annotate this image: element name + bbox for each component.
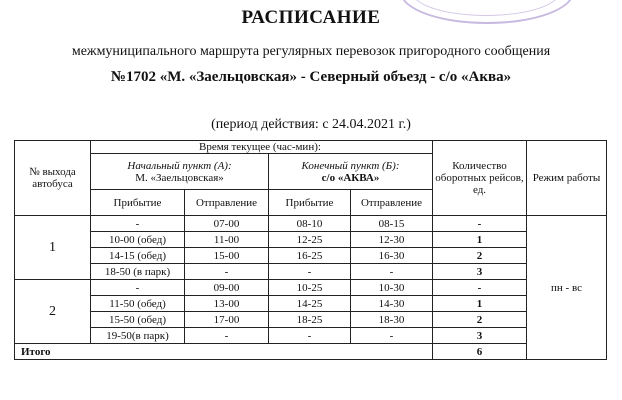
start-point-name: М. «Заельцовская»: [135, 171, 224, 184]
table-row: [15, 216, 607, 232]
mode-header: Режим работы: [527, 141, 607, 216]
start-arrival: 14-15 (обед): [91, 248, 185, 264]
start-departure: 07-00: [185, 216, 269, 232]
start-departure: 09-00: [185, 280, 269, 296]
schedule-table: [14, 140, 607, 360]
start-departure: 15-00: [185, 248, 269, 264]
end-departure: 08-15: [351, 216, 433, 232]
start-departure: -: [185, 264, 269, 280]
trips-count: 1: [433, 296, 527, 312]
trips-count: -: [433, 280, 527, 296]
start-arrival: -: [91, 280, 185, 296]
end-arrival: 12-25: [269, 232, 351, 248]
end-arrival: 08-10: [269, 216, 351, 232]
end-point-label: Конечный пункт (Б):: [301, 159, 400, 172]
mode-value: пн - вс: [527, 216, 607, 360]
validity-period: (период действия: с 24.04.2021 г.): [211, 117, 411, 132]
table-row: [15, 232, 607, 248]
end-departure: -: [351, 264, 433, 280]
end-departure-header: Отправление: [351, 190, 433, 216]
start-departure: 11-00: [185, 232, 269, 248]
table-row: [15, 296, 607, 312]
total-row: [15, 344, 607, 360]
table-row: [15, 328, 607, 344]
start-arrival-header: Прибытие: [91, 190, 185, 216]
end-arrival: -: [269, 328, 351, 344]
trips-count: 3: [433, 264, 527, 280]
document-title: РАСПИСАНИЕ: [241, 7, 381, 28]
table-row: [15, 248, 607, 264]
end-arrival: -: [269, 264, 351, 280]
start-arrival: 11-50 (обед): [91, 296, 185, 312]
start-arrival: 18-50 (в парк): [91, 264, 185, 280]
start-point-header: [91, 154, 269, 190]
end-departure: -: [351, 328, 433, 344]
trips-count: -: [433, 216, 527, 232]
end-point-header: [269, 154, 433, 190]
table-row: [15, 264, 607, 280]
start-departure: -: [185, 328, 269, 344]
bus-number-header: № выхода автобуса: [15, 141, 91, 216]
end-departure: 12-30: [351, 232, 433, 248]
trips-count: 1: [433, 232, 527, 248]
time-header: Время текущее (час-мин):: [91, 141, 433, 154]
end-arrival-header: Прибытие: [269, 190, 351, 216]
start-arrival: -: [91, 216, 185, 232]
table-row: [15, 312, 607, 328]
bus-number: 1: [15, 216, 91, 280]
document-subtitle: межмуниципального маршрута регулярных перевозок пригородного сообщения: [71, 44, 551, 59]
start-arrival: 19-50(в парк): [91, 328, 185, 344]
total-value: 6: [433, 344, 527, 360]
end-departure: 10-30: [351, 280, 433, 296]
end-arrival: 18-25: [269, 312, 351, 328]
trips-count: 2: [433, 312, 527, 328]
start-arrival: 15-50 (обед): [91, 312, 185, 328]
end-arrival: 10-25: [269, 280, 351, 296]
end-departure: 14-30: [351, 296, 433, 312]
start-departure: 17-00: [185, 312, 269, 328]
end-point-name: с/о «АКВА»: [321, 171, 380, 184]
trips-header: Количество оборотных рейсов, ед.: [433, 141, 527, 216]
end-departure: 18-30: [351, 312, 433, 328]
route-name: №1702 «М. «Заельцовская» - Северный объезд - с/о «Аква»: [110, 69, 512, 85]
trips-count: 3: [433, 328, 527, 344]
end-arrival: 16-25: [269, 248, 351, 264]
table-row: [15, 280, 607, 296]
start-departure-header: Отправление: [185, 190, 269, 216]
total-label: Итого: [15, 344, 433, 360]
start-point-label: Начальный пункт (А):: [127, 159, 232, 172]
start-departure: 13-00: [185, 296, 269, 312]
start-arrival: 10-00 (обед): [91, 232, 185, 248]
end-arrival: 14-25: [269, 296, 351, 312]
bus-number: 2: [15, 280, 91, 344]
end-departure: 16-30: [351, 248, 433, 264]
trips-count: 2: [433, 248, 527, 264]
